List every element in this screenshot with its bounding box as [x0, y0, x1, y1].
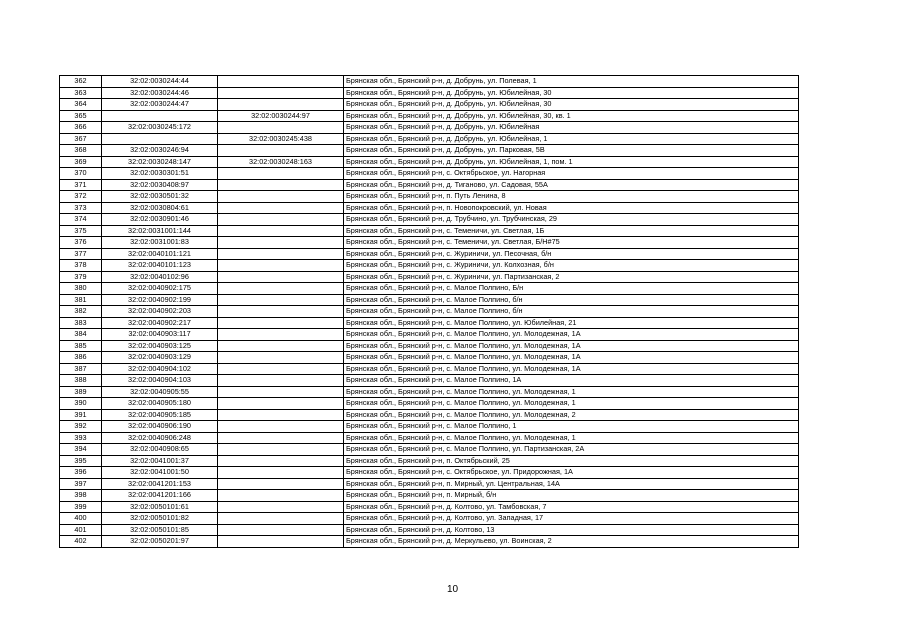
table-row [60, 294, 799, 306]
related-cadastral-number-cell [218, 432, 344, 444]
row-number-cell: 374 [60, 214, 102, 226]
row-number-cell: 369 [60, 156, 102, 168]
table-row [60, 317, 799, 329]
cadastral-number-cell: 32:02:0030246:94 [102, 145, 218, 157]
table-row [60, 513, 799, 525]
cadastral-number-cell: 32:02:0041001:50 [102, 467, 218, 479]
cadastral-number-cell: 32:02:0040908:65 [102, 444, 218, 456]
address-cell: Брянская обл., Брянский р-н, д. Добрунь, ул. Юбилейная [344, 122, 799, 134]
related-cadastral-number-cell [218, 237, 344, 249]
related-cadastral-number-cell [218, 191, 344, 203]
table-row [60, 501, 799, 513]
table-row [60, 409, 799, 421]
table-row [60, 329, 799, 341]
related-cadastral-number-cell [218, 179, 344, 191]
address-cell: Брянская обл., Брянский р-н, с. Малое Полпино, ул. Молодежная, 1А [344, 329, 799, 341]
row-number-cell: 378 [60, 260, 102, 272]
address-cell: Брянская обл., Брянский р-н, с. Малое Полпино, б/н [344, 306, 799, 318]
row-number-cell: 379 [60, 271, 102, 283]
row-number-cell: 363 [60, 87, 102, 99]
address-cell: Брянская обл., Брянский р-н, с. Журиничи, ул. Колхозная, б/н [344, 260, 799, 272]
address-cell: Брянская обл., Брянский р-н, с. Теменичи, ул. Светлая, Б/Н#75 [344, 237, 799, 249]
related-cadastral-number-cell [218, 87, 344, 99]
address-cell: Брянская обл., Брянский р-н, с. Малое Полпино, 1А [344, 375, 799, 387]
row-number-cell: 401 [60, 524, 102, 536]
row-number-cell: 389 [60, 386, 102, 398]
cadastral-number-cell: 32:02:0040902:203 [102, 306, 218, 318]
related-cadastral-number-cell [218, 294, 344, 306]
row-number-cell: 376 [60, 237, 102, 249]
cadastral-number-cell: 32:02:0030245:172 [102, 122, 218, 134]
row-number-cell: 372 [60, 191, 102, 203]
address-cell: Брянская обл., Брянский р-н, с. Малое Полпино, ул. Молодежная, 1А [344, 352, 799, 364]
row-number-cell: 386 [60, 352, 102, 364]
cadastral-number-cell: 32:02:0050201:97 [102, 536, 218, 548]
cadastral-number-cell: 32:02:0050101:85 [102, 524, 218, 536]
address-cell: Брянская обл., Брянский р-н, д. Тиганово, ул. Садовая, 55А [344, 179, 799, 191]
row-number-cell: 395 [60, 455, 102, 467]
cadastral-number-cell: 32:02:0040101:121 [102, 248, 218, 260]
address-cell: Брянская обл., Брянский р-н, д. Колтово, ул. Тамбовская, 7 [344, 501, 799, 513]
row-number-cell: 381 [60, 294, 102, 306]
table-row [60, 536, 799, 548]
address-cell: Брянская обл., Брянский р-н, п. Путь Ленина, 8 [344, 191, 799, 203]
cadastral-number-cell: 32:02:0050101:61 [102, 501, 218, 513]
address-cell: Брянская обл., Брянский р-н, с. Малое Полпино, ул. Молодежная, 1 [344, 432, 799, 444]
table-row [60, 168, 799, 180]
row-number-cell: 362 [60, 76, 102, 88]
cadastral-number-cell: 32:02:0040906:190 [102, 421, 218, 433]
row-number-cell: 388 [60, 375, 102, 387]
related-cadastral-number-cell [218, 444, 344, 456]
address-cell: Брянская обл., Брянский р-н, п. Мирный, б/н [344, 490, 799, 502]
related-cadastral-number-cell [218, 248, 344, 260]
row-number-cell: 380 [60, 283, 102, 295]
related-cadastral-number-cell [218, 421, 344, 433]
address-cell: Брянская обл., Брянский р-н, с. Октябрьское, ул. Нагорная [344, 168, 799, 180]
address-cell: Брянская обл., Брянский р-н, с. Малое Полпино, б/н [344, 294, 799, 306]
row-number-cell: 366 [60, 122, 102, 134]
row-number-cell: 368 [60, 145, 102, 157]
row-number-cell: 394 [60, 444, 102, 456]
cadastral-number-cell: 32:02:0040903:129 [102, 352, 218, 364]
address-cell: Брянская обл., Брянский р-н, с. Малое Полпино, ул. Молодежная, 2 [344, 409, 799, 421]
table-row [60, 122, 799, 134]
cadastral-number-cell: 32:02:0040902:175 [102, 283, 218, 295]
row-number-cell: 396 [60, 467, 102, 479]
related-cadastral-number-cell [218, 99, 344, 111]
cadastral-number-cell: 32:02:0030901:46 [102, 214, 218, 226]
row-number-cell: 384 [60, 329, 102, 341]
table-row [60, 110, 799, 122]
table-row [60, 375, 799, 387]
related-cadastral-number-cell [218, 202, 344, 214]
page-number: 10 [446, 584, 459, 595]
table-row [60, 363, 799, 375]
table-row [60, 99, 799, 111]
related-cadastral-number-cell [218, 271, 344, 283]
address-cell: Брянская обл., Брянский р-н, д. Добрунь, ул. Юбилейная, 30 [344, 99, 799, 111]
cadastral-number-cell: 32:02:0040102:96 [102, 271, 218, 283]
address-cell: Брянская обл., Брянский р-н, д. Добрунь, ул. Парковая, 5В [344, 145, 799, 157]
row-number-cell: 387 [60, 363, 102, 375]
cadastral-number-cell [102, 133, 218, 145]
related-cadastral-number-cell [218, 225, 344, 237]
cadastral-number-cell: 32:02:0040905:180 [102, 398, 218, 410]
cadastral-number-cell: 32:02:0031001:83 [102, 237, 218, 249]
table-row [60, 444, 799, 456]
related-cadastral-number-cell [218, 329, 344, 341]
address-cell: Брянская обл., Брянский р-н, д. Добрунь, ул. Полевая, 1 [344, 76, 799, 88]
address-cell: Брянская обл., Брянский р-н, д. Меркульево, ул. Воинская, 2 [344, 536, 799, 548]
row-number-cell: 365 [60, 110, 102, 122]
address-cell: Брянская обл., Брянский р-н, с. Октябрьское, ул. Придорожная, 1А [344, 467, 799, 479]
row-number-cell: 383 [60, 317, 102, 329]
cadastral-number-cell: 32:02:0050101:82 [102, 513, 218, 525]
cadastral-number-cell: 32:02:0040905:185 [102, 409, 218, 421]
related-cadastral-number-cell [218, 409, 344, 421]
row-number-cell: 370 [60, 168, 102, 180]
table-row [60, 237, 799, 249]
table-row [60, 432, 799, 444]
table-row [60, 478, 799, 490]
address-cell: Брянская обл., Брянский р-н, с. Малое Полпино, ул. Юбилейная, 21 [344, 317, 799, 329]
cadastral-number-cell: 32:02:0030244:47 [102, 99, 218, 111]
cadastral-number-cell: 32:02:0040902:217 [102, 317, 218, 329]
related-cadastral-number-cell [218, 375, 344, 387]
related-cadastral-number-cell [218, 536, 344, 548]
related-cadastral-number-cell [218, 513, 344, 525]
related-cadastral-number-cell [218, 306, 344, 318]
table-row [60, 524, 799, 536]
row-number-cell: 371 [60, 179, 102, 191]
table-row [60, 271, 799, 283]
table-row [60, 306, 799, 318]
related-cadastral-number-cell [218, 501, 344, 513]
cadastral-number-cell: 32:02:0030244:44 [102, 76, 218, 88]
cadastral-number-cell: 32:02:0030408:97 [102, 179, 218, 191]
table-row [60, 455, 799, 467]
address-cell: Брянская обл., Брянский р-н, с. Малое Полпино, ул. Молодежная, 1А [344, 340, 799, 352]
table-row [60, 467, 799, 479]
table-row [60, 156, 799, 168]
table-row [60, 225, 799, 237]
cadastral-number-cell: 32:02:0040904:102 [102, 363, 218, 375]
table-row [60, 76, 799, 88]
address-cell: Брянская обл., Брянский р-н, п. Новопокровский, ул. Новая [344, 202, 799, 214]
row-number-cell: 393 [60, 432, 102, 444]
address-cell: Брянская обл., Брянский р-н, с. Журиничи, ул. Партизанская, 2 [344, 271, 799, 283]
table-row [60, 260, 799, 272]
table-row [60, 133, 799, 145]
related-cadastral-number-cell [218, 76, 344, 88]
related-cadastral-number-cell: 32:02:0030248:163 [218, 156, 344, 168]
address-cell: Брянская обл., Брянский р-н, с. Малое Полпино, ул. Партизанская, 2А [344, 444, 799, 456]
address-cell: Брянская обл., Брянский р-н, с. Малое Полпино, ул. Молодежная, 1 [344, 398, 799, 410]
table-row [60, 179, 799, 191]
related-cadastral-number-cell: 32:02:0030245:438 [218, 133, 344, 145]
table-row [60, 248, 799, 260]
cadastral-number-cell: 32:02:0030244:46 [102, 87, 218, 99]
table-row [60, 398, 799, 410]
related-cadastral-number-cell [218, 467, 344, 479]
table-row [60, 283, 799, 295]
row-number-cell: 377 [60, 248, 102, 260]
related-cadastral-number-cell [218, 363, 344, 375]
related-cadastral-number-cell [218, 340, 344, 352]
cadastral-number-cell: 32:02:0040903:125 [102, 340, 218, 352]
table-row [60, 145, 799, 157]
related-cadastral-number-cell [218, 490, 344, 502]
table-row [60, 340, 799, 352]
address-cell: Брянская обл., Брянский р-н, д. Добрунь, ул. Юбилейная, 30 [344, 87, 799, 99]
row-number-cell: 375 [60, 225, 102, 237]
cadastral-number-cell: 32:02:0030248:147 [102, 156, 218, 168]
related-cadastral-number-cell [218, 398, 344, 410]
cadastral-number-cell: 32:02:0040902:199 [102, 294, 218, 306]
table-row [60, 490, 799, 502]
row-number-cell: 392 [60, 421, 102, 433]
address-cell: Брянская обл., Брянский р-н, д. Добрунь, ул. Юбилейная, 1, пом. 1 [344, 156, 799, 168]
row-number-cell: 390 [60, 398, 102, 410]
cadastral-number-cell: 32:02:0030301:51 [102, 168, 218, 180]
cadastral-number-cell: 32:02:0040903:117 [102, 329, 218, 341]
row-number-cell: 373 [60, 202, 102, 214]
related-cadastral-number-cell [218, 122, 344, 134]
related-cadastral-number-cell [218, 317, 344, 329]
related-cadastral-number-cell [218, 260, 344, 272]
cadastral-number-cell: 32:02:0031001:144 [102, 225, 218, 237]
cadastral-number-cell: 32:02:0040904:103 [102, 375, 218, 387]
table-row [60, 87, 799, 99]
address-cell: Брянская обл., Брянский р-н, с. Малое Полпино, ул. Молодежная, 1 [344, 386, 799, 398]
address-cell: Брянская обл., Брянский р-н, д. Колтово, ул. Западная, 17 [344, 513, 799, 525]
cadastral-number-cell: 32:02:0040906:248 [102, 432, 218, 444]
table-row [60, 352, 799, 364]
row-number-cell: 367 [60, 133, 102, 145]
row-number-cell: 364 [60, 99, 102, 111]
address-cell: Брянская обл., Брянский р-н, с. Теменичи, ул. Светлая, 1Б [344, 225, 799, 237]
table-row [60, 214, 799, 226]
cadastral-number-cell: 32:02:0030804:61 [102, 202, 218, 214]
address-cell: Брянская обл., Брянский р-н, с. Малое Полпино, ул. Молодежная, 1А [344, 363, 799, 375]
table-row [60, 191, 799, 203]
related-cadastral-number-cell [218, 386, 344, 398]
cadastral-number-cell: 32:02:0040101:123 [102, 260, 218, 272]
cadastral-number-cell: 32:02:0030501:32 [102, 191, 218, 203]
row-number-cell: 399 [60, 501, 102, 513]
registry-table-body [60, 76, 799, 548]
cadastral-number-cell: 32:02:0041201:153 [102, 478, 218, 490]
row-number-cell: 400 [60, 513, 102, 525]
address-cell: Брянская обл., Брянский р-н, д. Добрунь, ул. Юбилейная, 30, кв. 1 [344, 110, 799, 122]
address-cell: Брянская обл., Брянский р-н, д. Добрунь, ул. Юбилейная, 1 [344, 133, 799, 145]
row-number-cell: 397 [60, 478, 102, 490]
table-row [60, 202, 799, 214]
related-cadastral-number-cell [218, 214, 344, 226]
address-cell: Брянская обл., Брянский р-н, с. Малое Полпино, 1 [344, 421, 799, 433]
related-cadastral-number-cell [218, 168, 344, 180]
address-cell: Брянская обл., Брянский р-н, с. Малое Полпино, Б/н [344, 283, 799, 295]
related-cadastral-number-cell [218, 455, 344, 467]
address-cell: Брянская обл., Брянский р-н, д. Колтово, 13 [344, 524, 799, 536]
address-cell: Брянская обл., Брянский р-н, д. Трубчино, ул. Трубчинская, 29 [344, 214, 799, 226]
row-number-cell: 398 [60, 490, 102, 502]
row-number-cell: 391 [60, 409, 102, 421]
related-cadastral-number-cell [218, 145, 344, 157]
related-cadastral-number-cell [218, 283, 344, 295]
address-cell: Брянская обл., Брянский р-н, п. Мирный, ул. Центральная, 14А [344, 478, 799, 490]
row-number-cell: 385 [60, 340, 102, 352]
row-number-cell: 402 [60, 536, 102, 548]
related-cadastral-number-cell [218, 352, 344, 364]
table-row [60, 386, 799, 398]
address-cell: Брянская обл., Брянский р-н, п. Октябрьский, 25 [344, 455, 799, 467]
related-cadastral-number-cell [218, 478, 344, 490]
related-cadastral-number-cell: 32:02:0030244:97 [218, 110, 344, 122]
cadastral-number-cell: 32:02:0041001:37 [102, 455, 218, 467]
property-registry-table [59, 75, 799, 548]
address-cell: Брянская обл., Брянский р-н, с. Журиничи, ул. Песочная, б/н [344, 248, 799, 260]
cadastral-number-cell: 32:02:0040905:55 [102, 386, 218, 398]
cadastral-number-cell: 32:02:0041201:166 [102, 490, 218, 502]
cadastral-number-cell [102, 110, 218, 122]
table-row [60, 421, 799, 433]
row-number-cell: 382 [60, 306, 102, 318]
related-cadastral-number-cell [218, 524, 344, 536]
